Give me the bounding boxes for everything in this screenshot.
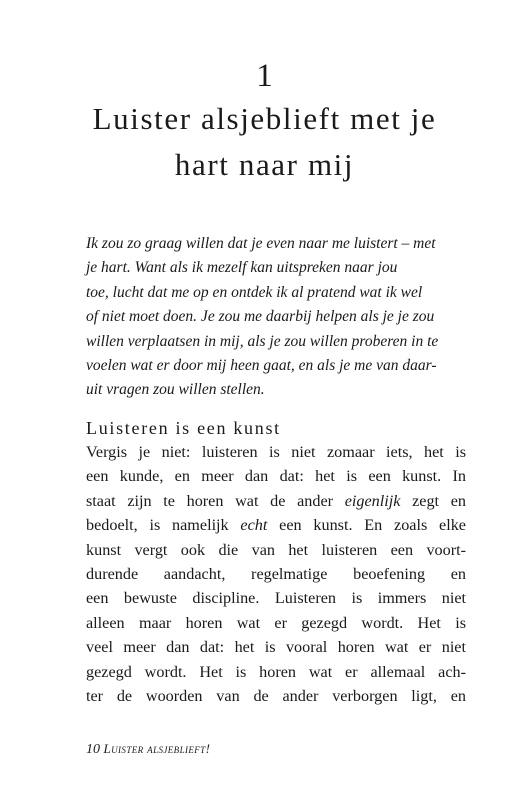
body-line: kunst vergt ook die van het luisteren een voort- [86, 540, 466, 559]
body-line [86, 489, 466, 513]
body-line: een kunde, en meer dan dat: het is een kunst. In [86, 467, 466, 486]
intro-line: je hart. Want als ik mezelf kan uitspreken naar jou [86, 259, 398, 277]
body-line: een bewuste discipline. Luisteren is immers niet [86, 589, 466, 608]
body-text-run: zegt en [400, 491, 466, 510]
intro-line: uit vragen zou willen stellen. [86, 381, 265, 399]
body-line: veel meer dan dat: het is vooral horen wat er niet [86, 638, 466, 657]
body-text-run: staat zijn te horen wat de ander [86, 491, 345, 510]
emphasis-eigenlijk: eigenlijk [344, 491, 401, 510]
chapter-title-line-2: hart naar mij [174, 147, 355, 182]
chapter-title [60, 96, 469, 188]
body-line [86, 513, 466, 537]
section-heading: Luisteren is een kunst [86, 418, 281, 438]
emphasis-echt: echt [240, 516, 268, 535]
intro-paragraph [86, 232, 478, 403]
body-text-run: een kunst. En zoals elke [267, 516, 466, 535]
page-number: 10 [86, 742, 100, 757]
body-line: alleen maar horen wat er gezegd wordt. Het is [86, 613, 466, 632]
intro-line: voelen wat er door mij heen gaat, en als je me van daar- [86, 357, 437, 375]
body-paragraph [86, 440, 466, 708]
intro-line: of niet moet doen. Je zou me daarbij helpen als je je zou [86, 308, 435, 326]
intro-line: Ik zou zo graag willen dat je even naar me luistert – met [86, 235, 436, 252]
intro-line: toe, lucht dat me op en ontdek ik al pratend wat ik wel [86, 283, 423, 301]
body-text-run: bedoelt, is namelijk [86, 516, 241, 535]
body-line: gezegd wordt. Het is horen wat er allemaal ach- [86, 662, 466, 681]
body-line: durende aandacht, regelmatige beoefening en [86, 565, 466, 584]
intro-line: willen verplaatsen in mij, als je zou willen proberen in te [86, 332, 439, 350]
body-line: ter de woorden van de ander verborgen ligt, en [86, 687, 466, 706]
chapter-title-line-1: Luister alsjeblieft met je [92, 101, 437, 136]
page-footer [86, 740, 210, 759]
body-line: Vergis je niet: luisteren is niet zomaar iets, het is [86, 443, 466, 461]
chapter-number: 1 [256, 58, 273, 94]
running-title: Luister alsjeblieft! [103, 741, 211, 756]
